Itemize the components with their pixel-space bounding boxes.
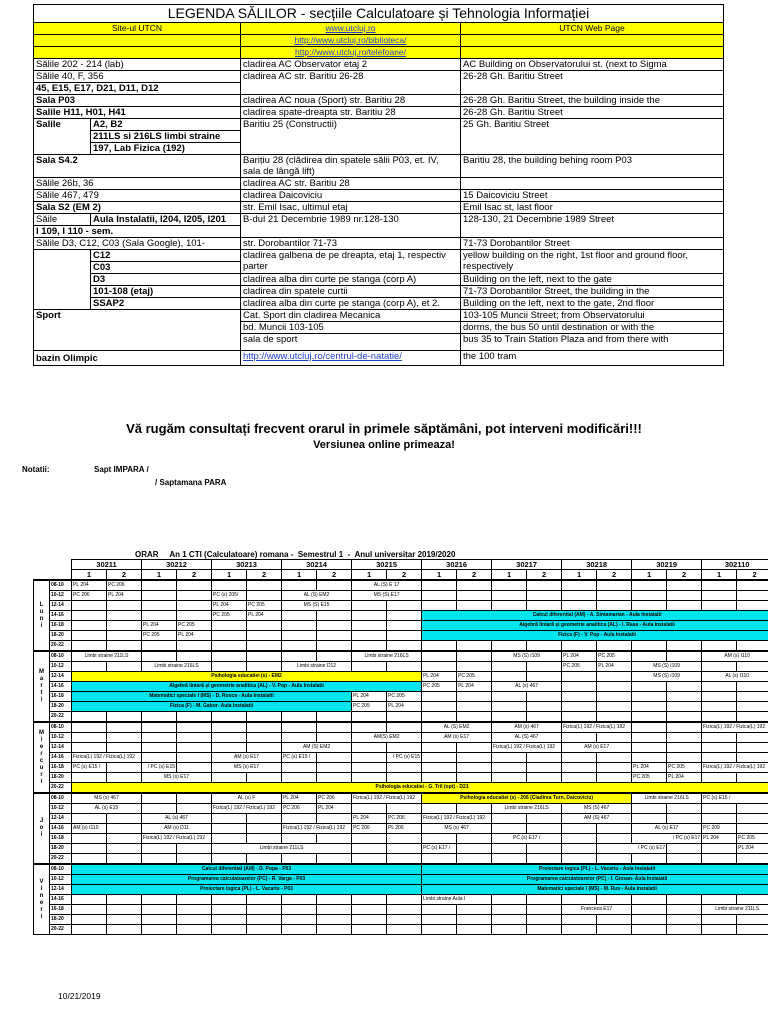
legend-english: 71-73 Dorobantilor Street, the building in the (461, 286, 724, 298)
time-label: 12-14 (50, 672, 72, 682)
time-label: 12-14 (50, 885, 72, 895)
time-label: 08-10 (50, 793, 72, 804)
subgroup-header: 1 (142, 570, 177, 581)
legend-building: cladirea din spatele curtii (241, 286, 461, 298)
class-cell: PC 206 (107, 580, 142, 591)
day-label: V i n e r i (34, 864, 50, 935)
group-header: 30217 (492, 560, 562, 570)
class-cell: PC 209 (702, 824, 737, 834)
time-label: 12-14 (50, 601, 72, 611)
legend-english: bus 35 to Train Station Plaza and from there with (461, 334, 724, 351)
legend-room: Sălile D3, C12, C03 (Sala Google), 101- (34, 238, 241, 250)
class-cell: MS (S) 467 (562, 804, 632, 814)
group-header: 30214 (282, 560, 352, 570)
time-label: 18-20 (50, 702, 72, 712)
class-cell: PL 204 (702, 834, 737, 844)
class-cell: PC 205 (247, 601, 282, 611)
class-cell: MS (S) E15 (282, 601, 352, 611)
time-label: 14-16 (50, 753, 72, 763)
group-header: 30213 (212, 560, 282, 570)
class-cell: PC 205 (737, 834, 768, 844)
class-cell: AL (S) 467 (492, 733, 562, 743)
class-cell: AM (S) EM2 (282, 743, 352, 753)
class-cell: PL 204 (317, 804, 352, 814)
class-cell: Fizica(L) 192 / Fizica(L) 192 (282, 824, 352, 834)
course-cell: Fizica (F) - V. Pop - Aula Instalatii (422, 631, 768, 641)
time-label: 14-16 (50, 824, 72, 834)
notice: Vă rugăm consultați frecvent orarul in primele săptămâni, pot interveni modificări!!! (126, 421, 642, 436)
course-cell: Calcul diferential (AM) - D. Popa - P03 (72, 864, 422, 875)
time-label: 14-16 (50, 895, 72, 905)
web-page-label: UTCN Web Page (461, 23, 724, 35)
time-label: 16-18 (50, 621, 72, 631)
class-cell: MS (s) E17 (142, 773, 212, 783)
subgroup-header: 2 (597, 570, 632, 581)
subgroup-header: 2 (247, 570, 282, 581)
class-cell: Limbi straine 216LS (142, 662, 212, 672)
class-cell: PC 205 (212, 611, 247, 621)
legend-building: cladirea galbena de pe dreapta, etaj 1, respectiv parter (241, 250, 461, 274)
class-cell: PC 205 (352, 702, 387, 712)
legend-building: Barițiu 28 (clădirea din spatele sălii P03, et. IV, sala de lângă lift) (241, 155, 461, 178)
legend-room: Salile (34, 119, 91, 155)
class-cell: PC 205 (142, 631, 177, 641)
class-cell: Fizica(L) 192 / Fizica(L) 192 (702, 763, 768, 773)
phones-link[interactable]: http://www.utcluj.ro/telefoane/ (294, 47, 407, 57)
class-cell: PC 205 (177, 621, 212, 631)
legend-room: Sălile 40, F, 356 (34, 71, 241, 83)
subgroup-header: 1 (212, 570, 247, 581)
class-cell: PC 205 (597, 651, 632, 662)
time-label: 18-20 (50, 844, 72, 854)
class-cell: Limbi straine 216LS (492, 804, 562, 814)
class-cell: PL 204 (422, 672, 457, 682)
legend-english: 26-28 Gh. Baritiu Street (461, 107, 724, 119)
course-cell: Psihologia educatiei - G. Tril (opt) - D21 (72, 783, 768, 794)
subgroup-header: 1 (422, 570, 457, 581)
class-cell: AM (s) 467 (492, 722, 562, 733)
legend-room-sub: Aula Instalatii, I204, I205, I201 (91, 214, 241, 226)
class-cell: Fizica(L) 192 / Fizica(L) 192 (492, 743, 562, 753)
class-cell: Limbi straine 211LS (212, 844, 352, 854)
class-cell: AL (S) EM2 (282, 591, 352, 601)
subgroup-header: 1 (492, 570, 527, 581)
time-label: 08-10 (50, 722, 72, 733)
class-cell: / PC (s) E17 (597, 844, 667, 854)
class-cell: PC 206 (352, 824, 387, 834)
class-cell: Fizica(L) 192 / Fizica(L) 192 (142, 834, 212, 844)
class-cell: AL (s) 467 (142, 814, 212, 824)
day-label: M a r t i (34, 651, 50, 722)
legend-room: Săile (34, 214, 91, 226)
class-cell: PC 206 (282, 804, 317, 814)
legend-room: Salile H11, H01, H41 (34, 107, 241, 119)
class-cell: MS (S) I109 (632, 672, 702, 682)
time-label: 12-14 (50, 743, 72, 753)
class-cell: PC 205 (562, 662, 597, 672)
legend-room: Sala P03 (34, 95, 241, 107)
class-cell: Fizica(L) 192 / Fizica(L) 192 (72, 753, 142, 763)
class-cell: AM (s) E17 (422, 733, 492, 743)
class-cell: PC 205 (632, 773, 667, 783)
class-cell: Fizica(L) 192 / Fizica(L) 192 (422, 814, 492, 824)
course-cell: Matematici speciale I (MS) - M. Rus - Aula Instalatii (422, 885, 768, 895)
class-cell: Limbi straine 216LS (632, 793, 702, 804)
legend-english (461, 178, 724, 190)
class-cell: PL 204 (352, 814, 387, 824)
legend-building: cladirea alba din curte pe stanga (corp A) (241, 274, 461, 286)
legend-room: Sport (34, 310, 241, 351)
time-label: 08-10 (50, 651, 72, 662)
legend-building: B-dul 21 Decembrie 1989 nr.128-130 (241, 214, 461, 238)
legend-building: Baritiu 25 (Constructii) (241, 119, 461, 155)
legend-room-sub: SSAP2 (91, 298, 241, 310)
schedule-title: ORAR An 1 CTI (Calculatoare) romana - Semestrul 1 - Anul universitar 2019/2020 (135, 550, 456, 559)
legend-english: 128-130, 21 Decembrie 1989 Street (461, 214, 724, 238)
legend-building: Cat. Sport din cladirea Mecanica (241, 310, 461, 322)
class-cell: / PC (s) E15 (142, 763, 177, 773)
odd-week-note: Sapt IMPARA / (94, 465, 149, 474)
legend-building: str. Emil Isac, ultimul etaj (241, 202, 461, 214)
class-cell: MS (S) E17 (352, 591, 422, 601)
time-label: 16-18 (50, 692, 72, 702)
time-label: 08-10 (50, 580, 72, 591)
site-link[interactable]: www.utcluj.ro (325, 23, 376, 33)
day-label: L u n i (34, 580, 50, 651)
legend-english: dorms, the bus 50 until destination or with the (461, 322, 724, 334)
class-cell: PC (s) E17 / (422, 844, 457, 854)
class-cell: Limbi straine 216LS (352, 651, 422, 662)
class-cell: PL 204 (667, 773, 702, 783)
legend-building: cladirea AC Observator etaj 2 (241, 59, 461, 71)
class-cell: PC 206 (317, 793, 352, 804)
group-header: 302110 (702, 560, 768, 570)
class-cell: AL (S) EM2 (422, 722, 492, 733)
legend-room: Sălile 467, 479 (34, 190, 241, 202)
class-cell: AL (s) F (212, 793, 282, 804)
time-label: 18-20 (50, 631, 72, 641)
class-cell: PL 204 (142, 621, 177, 631)
subgroup-header: 2 (107, 570, 142, 581)
library-link[interactable]: http://www.utcluj.ro/biblioteca/ (294, 35, 407, 45)
legend-building: cladirea Daicoviciu (241, 190, 461, 202)
group-header: 30211 (72, 560, 142, 570)
legend-room-sub: D3 (91, 274, 241, 286)
class-cell: MS (s) 467 (422, 824, 492, 834)
legend-room: Sala S4.2 (34, 155, 241, 178)
time-label: 20-22 (50, 712, 72, 723)
subgroup-header: 1 (72, 570, 107, 581)
legend-building: cladirea AC noua (Sport) str. Baritiu 28 (241, 95, 461, 107)
schedule-table (33, 559, 768, 935)
subgroup-header: 1 (352, 570, 387, 581)
class-cell: PL 204 (597, 662, 632, 672)
legend-english: 103-105 Muncii Street; from Observatorului (461, 310, 724, 322)
class-cell: / PC (s) E15 (387, 753, 422, 763)
legend-building: sala de sport (241, 334, 461, 351)
legend-english: the 100 tram (461, 351, 724, 366)
legend-room: Sălile 202 - 214 (lab) (34, 59, 241, 71)
subgroup-header: 1 (702, 570, 737, 581)
class-cell: PC 206 (72, 591, 107, 601)
class-cell: Limbi straine Aula I (422, 895, 492, 905)
class-cell: MS (S) I109 (632, 662, 702, 672)
legend-building: str. Dorobantilor 71-73 (241, 238, 461, 250)
course-cell: Psihologia educatiei (s) - EM2 (72, 672, 422, 682)
course-cell: Proiectare logica (PL) - L. Vacariu - P03 (72, 885, 422, 895)
class-cell: AM (s) I110 (702, 651, 768, 662)
time-label: 16-18 (50, 763, 72, 773)
class-cell: PC 205 (457, 672, 492, 682)
class-cell: AL (s) E15 (72, 804, 142, 814)
class-cell: PL 204 (247, 611, 282, 621)
legend-english: Building on the left, next to the gate (461, 274, 724, 286)
legend-english: Building on the left, next to the gate, 2nd floor (461, 298, 724, 310)
course-cell: Algebră liniară și geometrie analitica (AL) - V. Pop - Aula Instalatii (72, 682, 422, 692)
legend-english: Baritiu 28, the building behing room P03 (461, 155, 724, 178)
legend-room-sub: A2, B2 (91, 119, 241, 131)
class-cell: Limbi straine 211LS (72, 651, 142, 662)
subgroup-header: 2 (387, 570, 422, 581)
course-cell: Psihologia educatiei (s) - 206 (Cladirea Turn, Daicoviciu) (422, 793, 632, 804)
subgroup-header: 2 (317, 570, 352, 581)
class-cell: PL 204 (352, 692, 387, 702)
legend-building: cladirea AC str. Baritiu 26-28 (241, 71, 461, 95)
legend-english: 26-28 Gh. Baritiu Street, the building inside the (461, 95, 724, 107)
class-cell: AL (s) E17 (632, 824, 702, 834)
legend-room-sub: 101-108 (etaj) (91, 286, 241, 298)
course-cell: Programarea calculatoarelor (PC) - I. Giosan- Aula Instalatii (422, 875, 768, 885)
legend-english: 71-73 Dorobantilor Street (461, 238, 724, 250)
class-cell: AM (s) E17 (212, 753, 282, 763)
legend-english: AC Building on Observatorului st. (next to Sigma (461, 59, 724, 71)
time-label: 10-12 (50, 662, 72, 672)
site-label: Site-ul UTCN (34, 23, 241, 35)
group-header: 30215 (352, 560, 422, 570)
class-cell: Limbi straine 211LS (702, 905, 768, 915)
class-cell: PC (s) E15 / (702, 793, 768, 804)
class-cell: Fizica(L) 192 / Fizica(L) 192 (212, 804, 282, 814)
class-cell: PL 206 (387, 824, 422, 834)
course-cell: Fizica (F) - M. Gabor- Aula Instalatii (72, 702, 352, 712)
legend-room: Sălile 26b, 36 (34, 178, 241, 190)
time-label: 14-16 (50, 611, 72, 621)
time-label: 18-20 (50, 773, 72, 783)
time-label: 20-22 (50, 925, 72, 935)
class-cell: PC 206 (387, 814, 422, 824)
class-cell: PL 204 (72, 580, 107, 591)
class-cell: MS (S) I109 (492, 651, 562, 662)
legend-room: Sala S2 (EM 2) (34, 202, 241, 214)
legend-building: bd. Muncii 103-105 (241, 322, 461, 334)
group-header: 30216 (422, 560, 492, 570)
class-cell: AM (S) 467 (562, 814, 632, 824)
group-header: 30212 (142, 560, 212, 570)
subgroup-header: 2 (737, 570, 768, 581)
class-cell: PC (s) E15 / (72, 763, 107, 773)
legend-english: 15 Daicoviciu Street (461, 190, 724, 202)
class-cell: AL (s) I110 (702, 672, 768, 682)
class-cell: PL 204 (282, 793, 317, 804)
class-cell: PC (s) E15 / (282, 753, 317, 763)
subgroup-header: 2 (527, 570, 562, 581)
time-label: 08-10 (50, 864, 72, 875)
time-label: 12-14 (50, 814, 72, 824)
class-cell: AL (s) 467 (492, 682, 562, 692)
course-cell: Programarea calculatoarelor (PC) - R. Varga - P03 (72, 875, 422, 885)
time-label: 10-12 (50, 591, 72, 601)
subgroup-header: 1 (632, 570, 667, 581)
class-cell: PL 204 (212, 601, 247, 611)
legend-building: cladirea AC str. Baritiu 28 (241, 178, 461, 190)
class-cell: MS (s) 467 (72, 793, 142, 804)
subgroup-header: 1 (562, 570, 597, 581)
class-cell: Fizica(L) 192 / Fizica(L) 192 (562, 722, 632, 733)
time-label: 10-12 (50, 804, 72, 814)
class-cell: AM(S) EM2 (352, 733, 422, 743)
legend-building: cladirea alba din curte pe stanga (corp A), et 2. (241, 298, 461, 310)
print-date: 10/21/2019 (58, 991, 101, 1001)
legend-room: I 109, I 110 - sem. (34, 226, 241, 238)
class-cell: Fizica(L) 192 / Fizica(L) 192 (702, 722, 768, 733)
legend-building: cladirea spate-dreapta str. Baritiu 28 (241, 107, 461, 119)
time-label: 20-22 (50, 641, 72, 652)
even-week-note: / Saptamana PARA (155, 478, 227, 487)
class-cell: PL 204 (562, 651, 597, 662)
class-cell: PC (s) 205/ (212, 591, 247, 601)
class-cell: PL 204 (737, 844, 768, 854)
course-cell: Calcul diferential (AM) - A. Sintamarian - Aula Instalatii (422, 611, 768, 621)
class-cell: Franceza E17 (562, 905, 632, 915)
day-label: M i e r c u r i (34, 722, 50, 793)
course-cell: Proiectare logica (PL) - L. Vacariu - Aula Instalatii (422, 864, 768, 875)
subgroup-header: 2 (667, 570, 702, 581)
class-cell: AM (s) I110 (72, 824, 107, 834)
group-header: 30218 (562, 560, 632, 570)
group-header: 30219 (632, 560, 702, 570)
time-label: 10-12 (50, 733, 72, 743)
class-cell: PL 204 (632, 763, 667, 773)
legend-english: 25 Gh. Baritiu Street (461, 119, 724, 155)
class-cell: MS (s) E17 (212, 763, 282, 773)
class-cell: PC 205 (387, 692, 422, 702)
legend-room: 45, E15, E17, D21, D11, D12 (34, 83, 241, 95)
class-cell: AM (s) D11 (142, 824, 212, 834)
legend-room-sub: 211LS si 216LS limbi straine (91, 131, 241, 143)
class-cell: / PC (s) E17 (632, 834, 702, 844)
class-cell: PC 205 (422, 682, 457, 692)
class-cell: PL 204 (457, 682, 492, 692)
course-cell: Algebră liniară și geometrie analitica (AL) - I. Rasa - Aula Instalatii (422, 621, 768, 631)
class-cell: PL 204 (177, 631, 212, 641)
legend-english: 26-28 Gh. Baritiu Street (461, 71, 724, 95)
class-cell: AL (S) E 17 (352, 580, 422, 591)
class-cell: PC 205 (667, 763, 702, 773)
time-label: 20-22 (50, 783, 72, 794)
room-legend-table (33, 4, 724, 366)
legend-room: bazin Olimpic (34, 351, 241, 366)
class-cell: Limbi straine D12 (282, 662, 352, 672)
legend-english: yellow building on the right, 1st floor and ground floor, respectively (461, 250, 724, 274)
class-cell: PL 204 (387, 702, 422, 712)
class-cell: PL 204 (107, 591, 142, 601)
online-version-note: Versiunea online primeaza! (313, 439, 455, 451)
legend-room-sub: 197, Lab Fizica (192) (91, 143, 241, 155)
time-label: 18-20 (50, 915, 72, 925)
legend-room-sub: C12 (91, 250, 241, 262)
legend-title: LEGENDA SĂLILOR - secțiile Calculatoare și Tehnologia Informației (34, 5, 724, 23)
course-cell: Matematici speciale I (MS) - D. Rosca - Aula Instalatii (72, 692, 352, 702)
class-cell: Fizica(L) 192 / Fizica(L) 192 (352, 793, 422, 804)
class-cell: AM (s) E17 (562, 743, 632, 753)
legend-room-sub: C03 (91, 262, 241, 274)
class-cell: PC (s) E17 / (492, 834, 562, 844)
pool-link[interactable]: http://www.utcluj.ro/centrul-de-natatie/ (243, 351, 402, 362)
notatii-label: Notatii: (22, 465, 50, 474)
day-label: J o i (34, 793, 50, 864)
time-label: 20-22 (50, 854, 72, 865)
subgroup-header: 1 (282, 570, 317, 581)
time-label: 16-18 (50, 834, 72, 844)
time-label: 16-18 (50, 905, 72, 915)
legend-english: Emil Isac st, last floor (461, 202, 724, 214)
time-label: 10-12 (50, 875, 72, 885)
time-label: 14-16 (50, 682, 72, 692)
subgroup-header: 2 (457, 570, 492, 581)
subgroup-header: 2 (177, 570, 212, 581)
